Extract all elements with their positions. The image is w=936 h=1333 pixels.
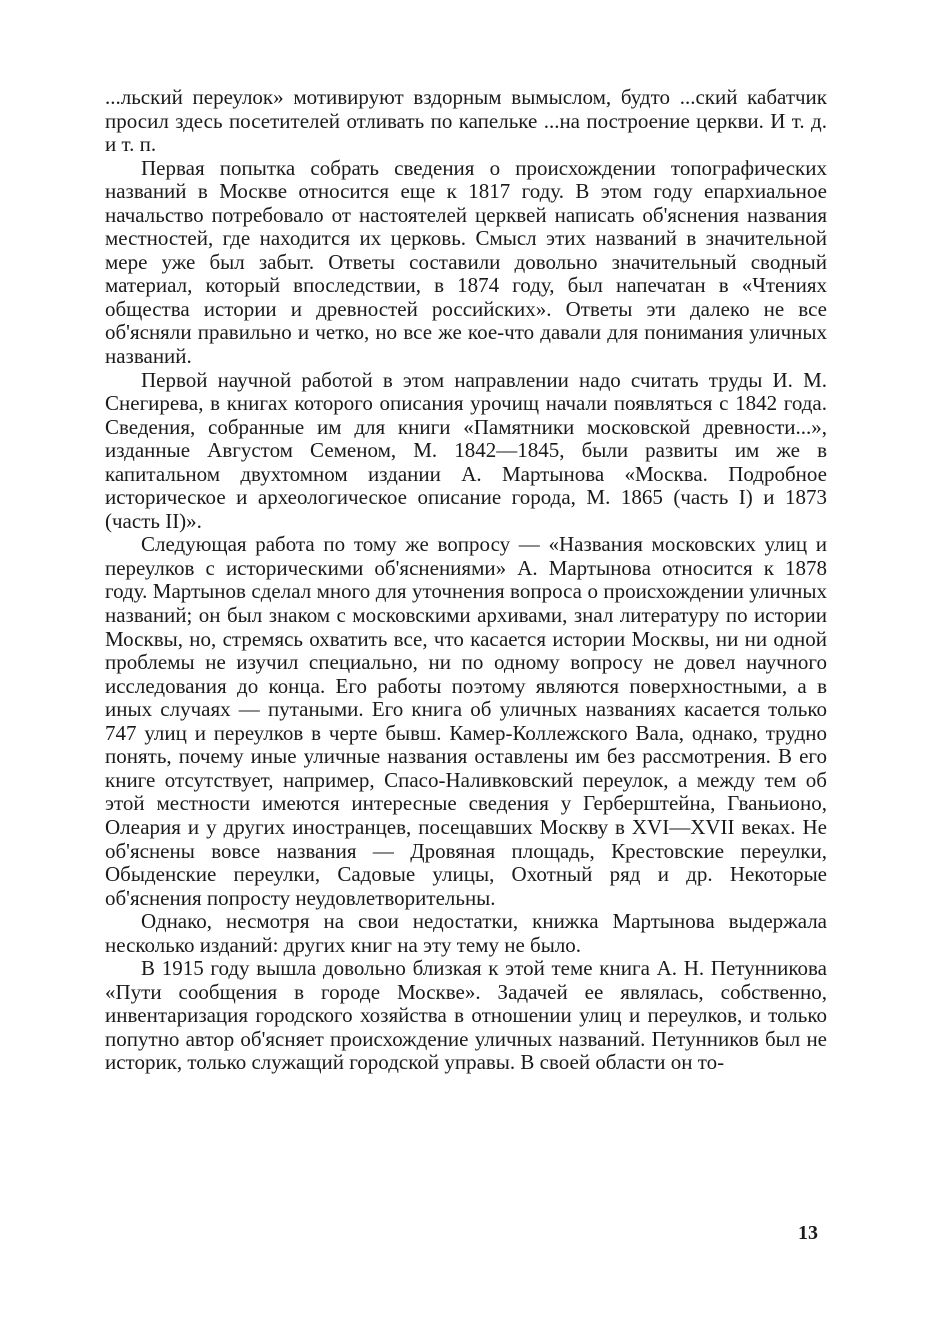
paragraph-2: Первая попытка собрать сведения о происхождении топографических названий в Москве относится еще к 1817 году. В этом году епархиальное начальство потребовало от настоятелей церквей написать об'яснения названия местностей, где находится их церковь. Смысл этих названий в значительной мере уже был забыт. Ответы составили довольно значительный сводный материал, который впоследствии, в 1874 году, был напечатан в «Чтениях общества истории и древностей российских». Ответы эти далеко не все об'ясняли правильно и четко, но все же кое-что давали для понимания уличных названий. — [105, 155, 827, 369]
body-text — [105, 86, 827, 1075]
paragraph-1: ...льский переулок» мотивируют вздорным вымыслом, будто ...ский кабатчик просил здесь посетителей отливать по капельке ...на построение церкви. И т. д. и т. п. — [105, 85, 827, 157]
paragraph-3: Первой научной работой в этом направлении надо считать труды И. М. Снегирева, в книгах которого описания урочищ начали появляться с 1842 года. Сведения, собранные им для книги «Памятники московской древности...», изданные Августом Семеном, М. 1842—1845, были развиты им же в капитальном двухтомном издании А. Мартынова «Москва. Подробное историческое и археологическое описание города, М. 1865 (часть I) и 1873 (часть II)». — [105, 367, 827, 533]
paragraph-4: Следующая работа по тому же вопросу — «Названия московских улиц и переулков с историческими об'яснениями» А. Мартынова относится к 1878 году. Мартынов сделал много для уточнения вопроса о происхождении уличных названий; он был знаком с московскими архивами, знал литературу по истории Москвы, но, стремясь охватить все, что касается истории Москвы, ни ни одной проблемы не изучил специально, ни по одному вопросу не довел научного исследования до конца. Его работы поэтому являются поверхностными, а в иных случаях — путаными. Его книга об уличных названиях касается только 747 улиц и переулков в черте бывш. Камер-Коллежского Вала, однако, трудно понять, почему иные уличные названия оставлены им без рассмотрения. В его книге отсутствует, например, Спасо-Наливковский переулок, а между тем об этой местности имеются интересные сведения у Герберштейна, Гваньионо, Олеария и у других иностранцев, посещавших Москву в XVI—XVII веках. Не об'яснены вовсе названия — Дровяная площадь, Крестовские переулки, Обыденские переулки, Садовые улицы, Охотный ряд и др. Некоторые об'яснения попросту неудовлетворительны. — [105, 532, 827, 910]
paragraph-6: В 1915 году вышла довольно близкая к этой теме книга А. Н. Петунникова «Пути сообщения в городе Москве». Задачей ее являлась, собственно, инвентаризация городского хозяйства в отношении улиц и переулков, и только попутно автор об'ясняет происхождение уличных названий. Петунников был не историк, только служащий городской управы. В своей области он то- — [105, 956, 827, 1075]
paragraph-5: Однако, несмотря на свои недостатки, книжка Мартынова выдержала несколько изданий: других книг на эту тему не было. — [105, 909, 827, 957]
page-number: 13 — [798, 1222, 818, 1244]
